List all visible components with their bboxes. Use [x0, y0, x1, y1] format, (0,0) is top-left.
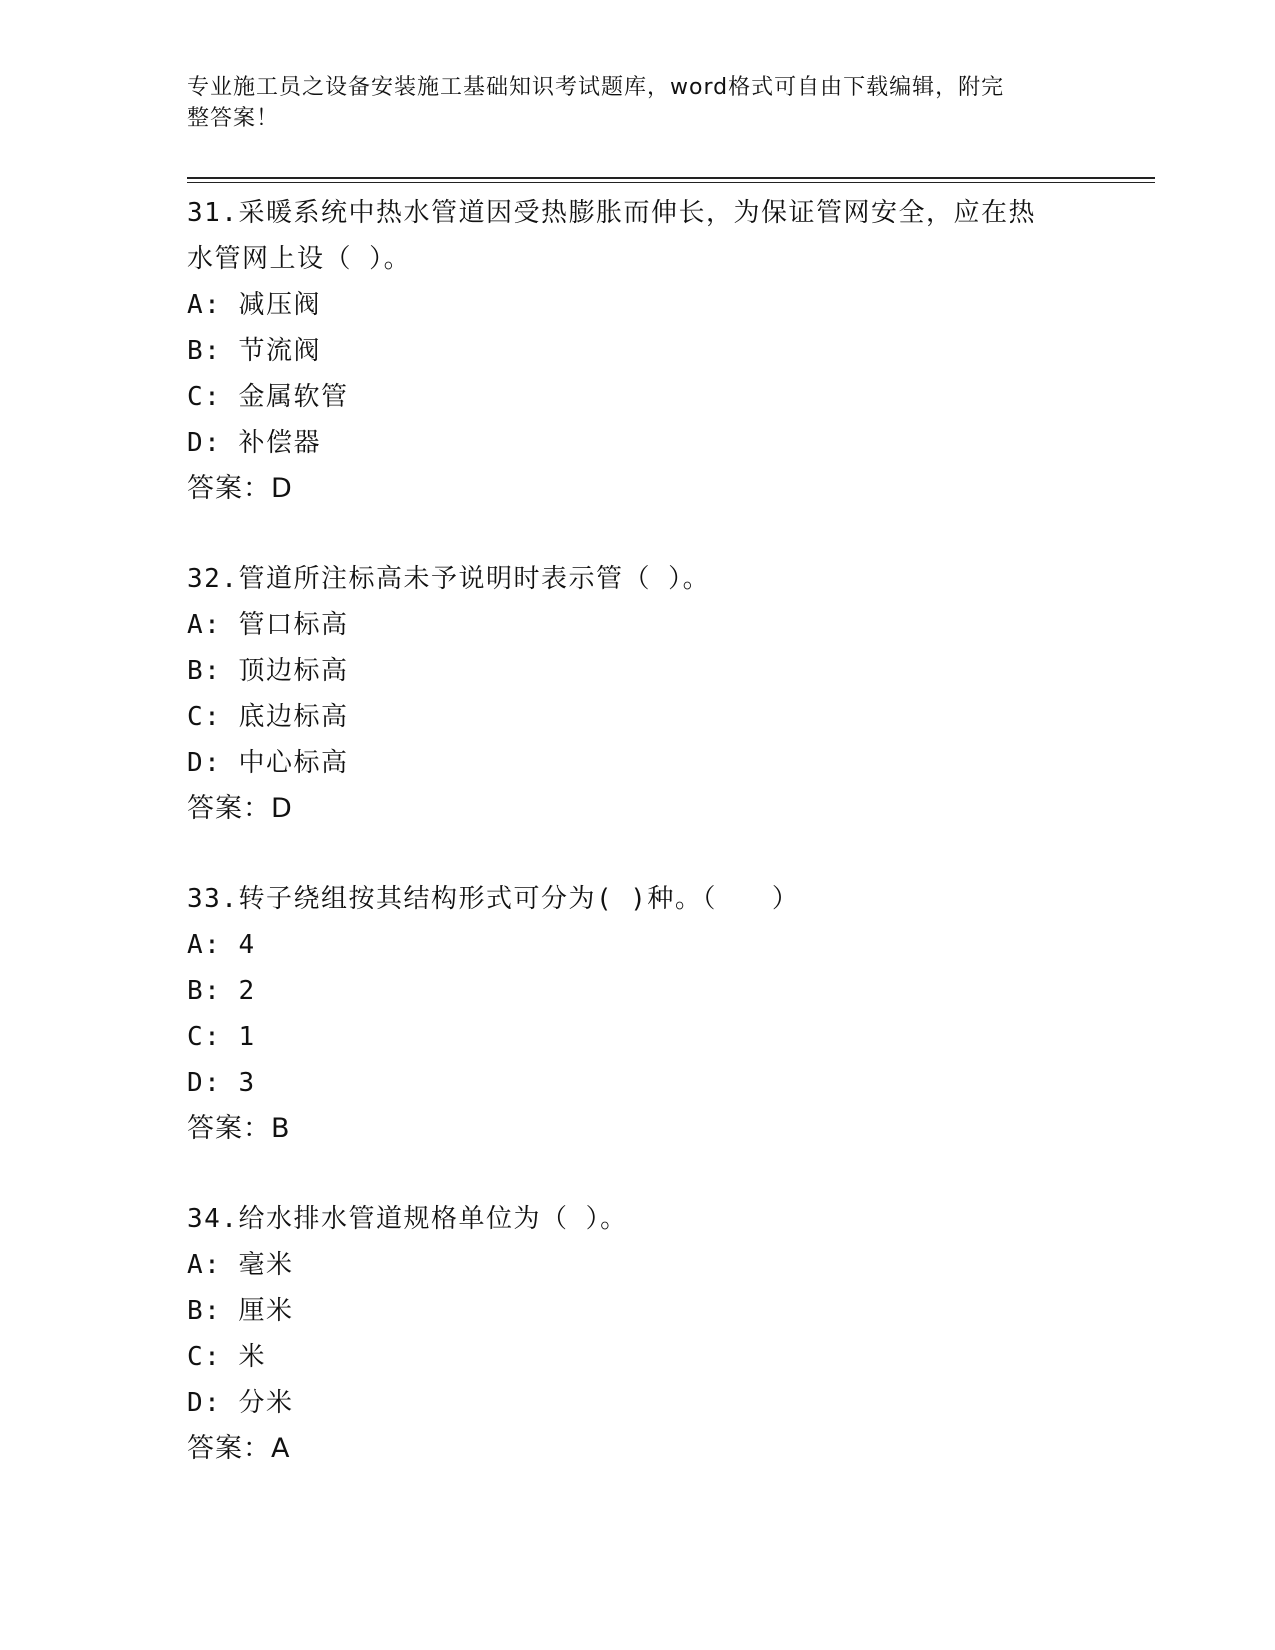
answer: 答案：D: [187, 473, 293, 504]
option-b: B: 顶边标高: [187, 656, 349, 686]
option-a: A: 减压阀: [187, 290, 321, 320]
question-text: 32.管道所注标高未予说明时表示管（ ）。: [187, 564, 711, 594]
question-33: [187, 876, 1107, 1152]
option-d: D: 3: [187, 1068, 256, 1098]
header-divider-thin: [187, 182, 1155, 183]
option-d: D: 中心标高: [187, 748, 349, 778]
option-c: C: 1: [187, 1022, 256, 1052]
option-d: D: 补偿器: [187, 428, 321, 458]
question-text-cont: 水管网上设（ ）。: [187, 244, 412, 274]
question-32: [187, 556, 1107, 832]
option-a: A: 毫米: [187, 1250, 294, 1280]
header-line-2: 整答案！: [187, 106, 280, 131]
question-text: 34.给水排水管道规格单位为（ ）。: [187, 1204, 628, 1234]
question-list: [187, 190, 1107, 1516]
option-b: B: 节流阀: [187, 336, 321, 366]
header-divider-thick: [187, 177, 1155, 179]
option-b: B: 2: [187, 976, 256, 1006]
question-31: [187, 190, 1107, 512]
question-34: [187, 1196, 1107, 1472]
question-text: 33.转子绕组按其结构形式可分为( )种。（ ）: [187, 884, 800, 914]
answer: 答案：A: [187, 1433, 291, 1464]
question-text: 31.采暖系统中热水管道因受热膨胀而伸长，为保证管网安全，应在热: [187, 198, 1036, 228]
option-d: D: 分米: [187, 1388, 294, 1418]
option-c: C: 金属软管: [187, 382, 349, 412]
document-header: [187, 72, 1067, 134]
option-c: C: 米: [187, 1342, 266, 1372]
answer: 答案：D: [187, 793, 293, 824]
option-a: A: 管口标高: [187, 610, 349, 640]
option-b: B: 厘米: [187, 1296, 294, 1326]
option-c: C: 底边标高: [187, 702, 349, 732]
header-line-1: 专业施工员之设备安装施工基础知识考试题库，word格式可自由下载编辑，附完: [187, 75, 1005, 100]
answer: 答案：B: [187, 1113, 291, 1144]
option-a: A: 4: [187, 930, 256, 960]
